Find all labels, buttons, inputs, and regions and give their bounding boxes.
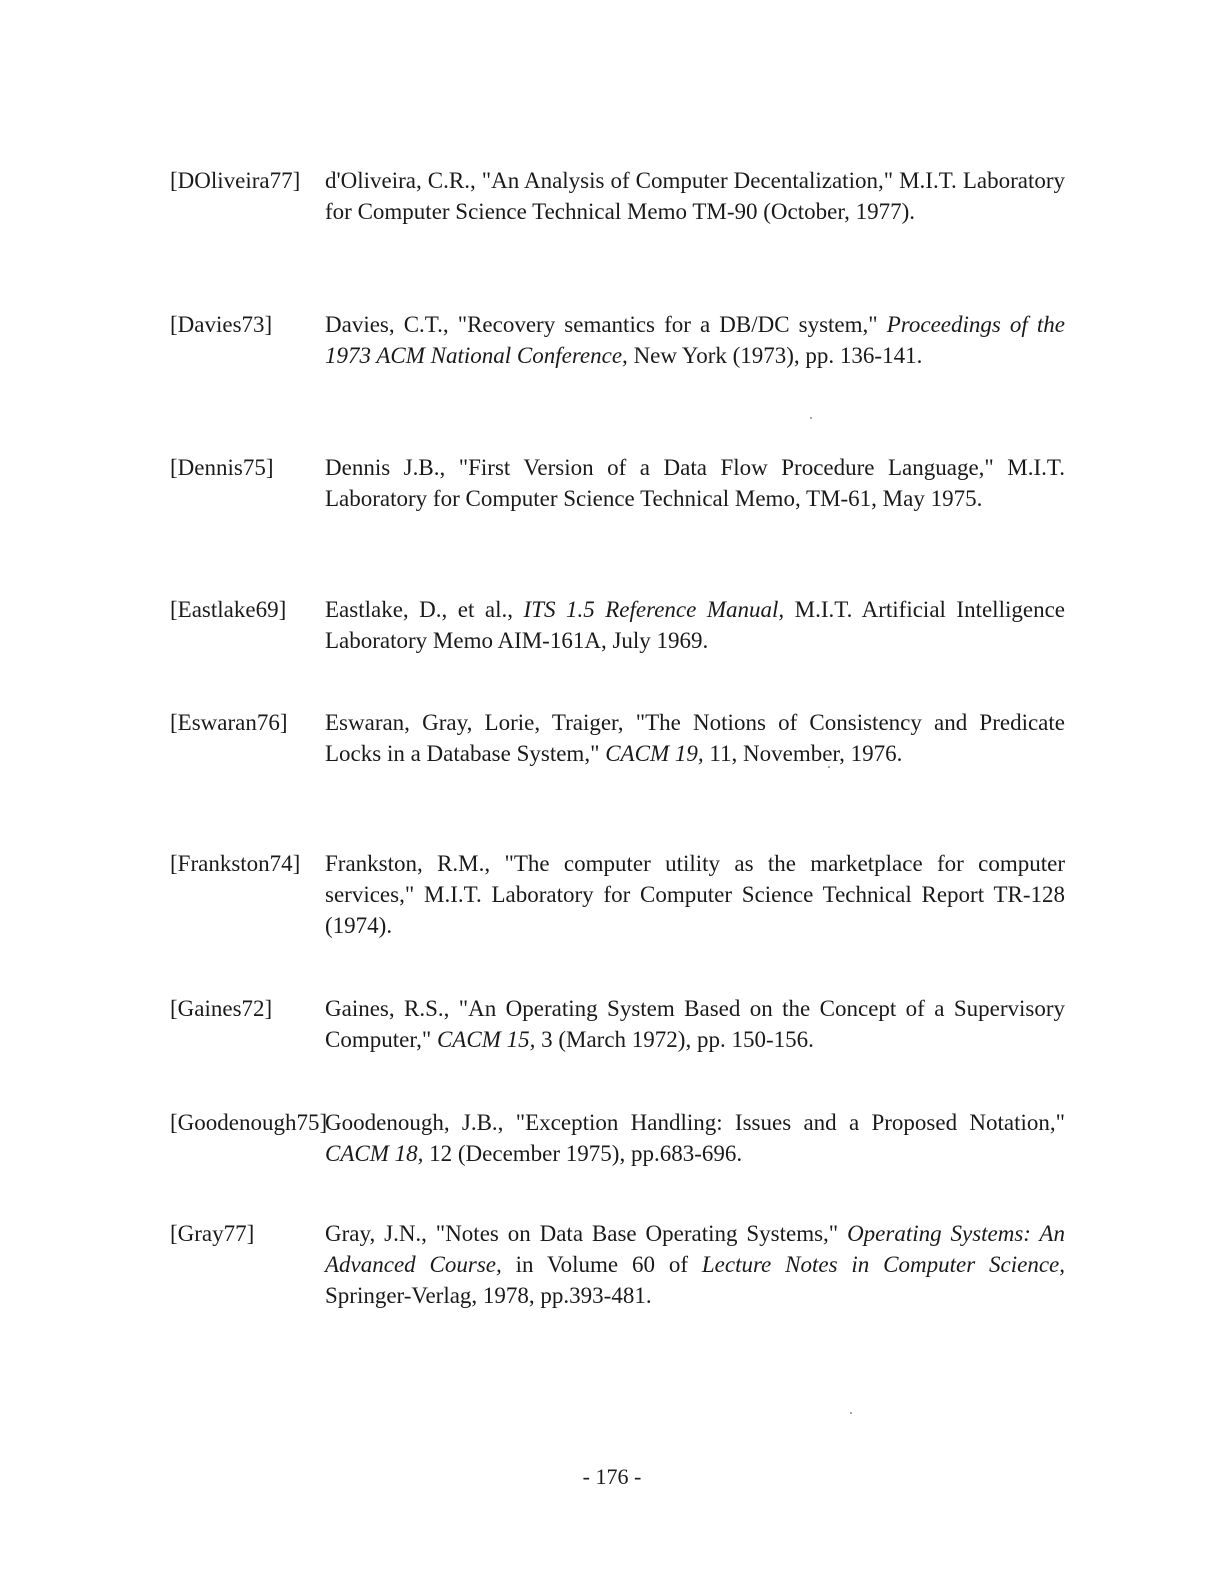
reference-text <box>325 707 1065 769</box>
reference-entry <box>170 707 1065 769</box>
reference-italic-title: CACM 19, <box>605 741 704 766</box>
reference-text <box>325 165 1065 227</box>
reference-key: [Gray77] <box>170 1221 255 1246</box>
reference-entry <box>170 594 1065 656</box>
reference-key: [DOliveira77] <box>170 168 301 193</box>
reference-key: [Dennis75] <box>170 455 274 480</box>
reference-segment: Frankston, R.M., "The computer utility as the marketplace for computer services," M.I.T. Laboratory for Computer Science Technical Report TR-128 (1974). <box>325 851 1065 938</box>
reference-segment: Springer-Verlag, 1978, pp.393-481. <box>325 1283 652 1308</box>
scan-speck <box>850 1412 852 1414</box>
reference-segment: Gray, J.N., "Notes on Data Base Operating Systems," <box>325 1221 848 1246</box>
scan-speck <box>810 417 812 419</box>
reference-entry <box>170 165 1065 227</box>
reference-segment: Eswaran, Gray, Lorie, Traiger, "The Notions of Consistency and Predicate Locks in a Database System," <box>325 710 1065 766</box>
reference-key: [Frankston74] <box>170 851 301 876</box>
page-number: - 176 - <box>582 1464 642 1489</box>
reference-segment: Dennis J.B., "First Version of a Data Flow Procedure Language," M.I.T. Laboratory for Computer Science Technical Memo, TM-61, May 1975. <box>325 455 1065 511</box>
reference-segment: Eastlake, D., et al., <box>325 597 524 622</box>
reference-segment: M.I.T. Artificial Intelligence Laboratory Memo AIM-161A, July 1969. <box>325 597 1065 653</box>
reference-entry <box>170 993 1065 1055</box>
reference-text <box>325 1218 1065 1311</box>
reference-italic-title: CACM 15, <box>436 1027 536 1052</box>
reference-text <box>325 594 1065 656</box>
reference-entry <box>170 1107 1065 1169</box>
reference-key: [Goodenough75] <box>170 1110 328 1135</box>
reference-key: [Eswaran76] <box>170 710 288 735</box>
reference-key: [Eastlake69] <box>170 597 287 622</box>
reference-text <box>325 848 1065 941</box>
reference-segment: 3 (March 1972), pp. 150-156. <box>535 1027 814 1052</box>
scan-speck <box>828 766 830 768</box>
reference-text <box>325 309 1065 371</box>
reference-italic-title: Proceedings of the 1973 ACM National Conference, <box>325 312 1065 368</box>
reference-text <box>325 993 1065 1055</box>
reference-key: [Davies73] <box>170 312 273 337</box>
reference-segment: Gaines, R.S., "An Operating System Based on the Concept of a Supervisory Computer," <box>325 996 1065 1052</box>
reference-segment: Goodenough, J.B., "Exception Handling: Issues and a Proposed Notation," <box>325 1110 1065 1135</box>
reference-entry <box>170 452 1065 514</box>
reference-text <box>325 452 1065 514</box>
reference-italic-title: ITS 1.5 Reference Manual, <box>523 597 785 622</box>
reference-entry <box>170 1218 1065 1311</box>
reference-italic-title: Lecture Notes in Computer Science, <box>701 1252 1065 1277</box>
reference-segment: New York (1973), pp. 136-141. <box>627 343 923 368</box>
reference-entry <box>170 309 1065 371</box>
reference-key: [Gaines72] <box>170 996 273 1021</box>
reference-segment: in Volume 60 of <box>501 1252 702 1277</box>
reference-italic-title: Operating Systems: An Advanced Course, <box>325 1221 1065 1277</box>
reference-entry <box>170 848 1065 941</box>
reference-italic-title: CACM 18, <box>325 1141 424 1166</box>
reference-segment: Davies, C.T., "Recovery semantics for a DB/DC system," <box>325 312 887 337</box>
reference-text <box>325 1107 1065 1169</box>
reference-segment: 11, November, 1976. <box>703 741 903 766</box>
reference-segment: 12 (December 1975), pp.683-696. <box>423 1141 743 1166</box>
reference-segment: d'Oliveira, C.R., "An Analysis of Computer Decentalization," M.I.T. Laboratory for Computer Science Technical Memo TM-90 (October, 1977). <box>325 168 1065 224</box>
